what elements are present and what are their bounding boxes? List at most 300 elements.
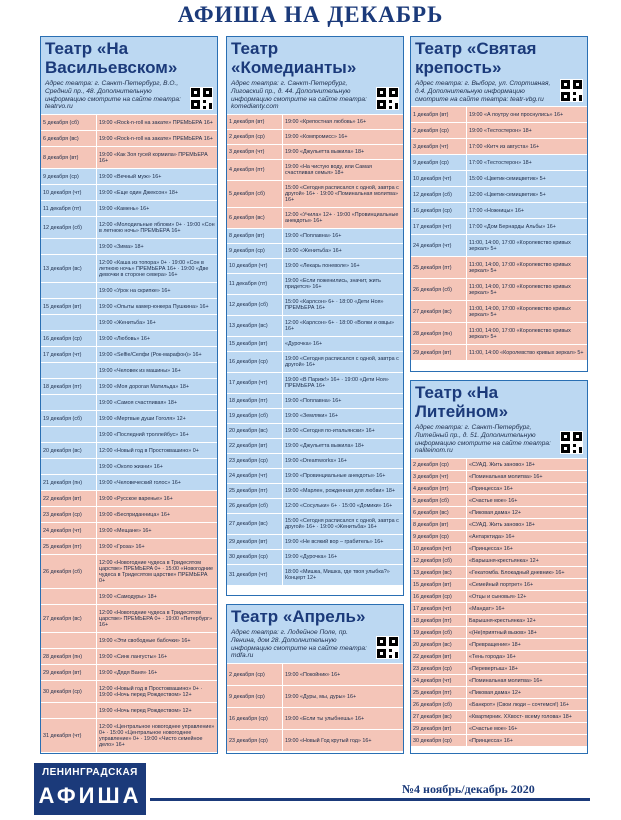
schedule-row — [41, 282, 217, 298]
schedule-event: «(Не)приятный вызов» 18+ — [469, 629, 537, 636]
schedule-date: 1 декабря (вт) — [227, 115, 283, 129]
schedule-date: 1 декабря (вт) — [411, 107, 467, 122]
schedule-row — [41, 458, 217, 474]
schedule-date: 9 декабря (ср) — [411, 155, 467, 170]
schedule-event: 12:00 «Центральное новогоднее управление» 0+ · 15:00 «Центральное новогоднее управление» 0+ · 19:00 «Чисто семейное дело» 16+ — [99, 723, 215, 748]
schedule-event: 19:00 «Лекарь поневоле» 16+ — [285, 263, 360, 270]
schedule-date: 9 декабря (ср) — [227, 244, 283, 258]
schedule-event: 19:00 «Не всякий вор – грабитель» 16+ — [285, 539, 384, 546]
schedule-date: 24 декабря (чт) — [41, 523, 97, 538]
schedule-event: 17:00 «Тестостерон» 18+ — [469, 159, 532, 166]
schedule-event: 19:00 «Покойник» 16+ — [285, 671, 341, 678]
schedule-date: 20 декабря (вс) — [411, 639, 467, 650]
theatre-name: Театр «Апрель» — [231, 607, 366, 626]
schedule-row — [227, 159, 403, 180]
schedule-event: «Пиковая дама» 12+ — [469, 689, 522, 696]
schedule-date: 12 декабря (сб) — [227, 295, 283, 315]
schedule-row — [411, 626, 587, 638]
schedule-date — [41, 589, 97, 604]
schedule-event: 19:00 «Дуры, мы, дуры» 16+ — [285, 693, 357, 700]
schedule-event: 19:00 «Последний троллейбус» 16+ — [99, 431, 189, 438]
schedule-row — [41, 664, 217, 680]
schedule-event: 11:00, 14:00, 17:00 «Королевство кривых зеркал» 5+ — [469, 305, 571, 318]
schedule-event: Барышня-крестьянка» 12+ — [469, 617, 536, 624]
schedule-row — [41, 426, 217, 442]
theatre-name: Театр «На Литейном» — [415, 383, 509, 421]
schedule-row — [227, 315, 403, 336]
schedule-event: «Поминальная молитва» 16+ — [469, 677, 543, 684]
schedule-date: 18 декабря (пт) — [41, 379, 97, 394]
schedule-row — [411, 470, 587, 482]
schedule-event: 15:00 «Сегодня расписался с одной, завтра с другой» 16+ · 19:00 «Поминальная молитва» 16+ — [285, 185, 399, 204]
schedule-date: 6 декабря (вс) — [227, 208, 283, 228]
schedule-row — [227, 549, 403, 564]
schedule-date — [41, 633, 97, 648]
qr-code-icon — [560, 79, 583, 102]
page-title: АФИША НА ДЕКАБРЬ — [177, 2, 444, 27]
schedule-event: 19:00 «Женитьба» 16+ — [99, 319, 156, 326]
schedule-event: 19:00 «Человек из машины» 16+ — [99, 367, 181, 374]
schedule-row — [411, 566, 587, 578]
schedule-row — [227, 336, 403, 351]
schedule-date — [41, 239, 97, 254]
schedule-event: 19:00 «Бесприданница» 16+ — [99, 511, 170, 518]
schedule-event: 11:00, 14:00 «Королевство кривых зеркал» 5+ — [469, 349, 584, 356]
theatre-name: Театр «Комедианты» — [231, 39, 357, 77]
schedule-date: 12 декабря (сб) — [41, 217, 97, 238]
schedule-event: «Пиковая дама» 12+ — [469, 509, 522, 516]
schedule-row — [41, 238, 217, 254]
schedule-event: 11:00, 14:00, 17:00 «Королевство кривых зеркал» 5+ — [469, 261, 571, 274]
schedule-row — [227, 180, 403, 207]
schedule-row — [411, 170, 587, 186]
schedule-row — [411, 458, 587, 470]
schedule-date: 17 декабря (чт) — [411, 603, 467, 614]
schedule-row — [41, 130, 217, 146]
schedule-date: 31 декабря (чт) — [227, 565, 283, 585]
schedule-row — [411, 710, 587, 722]
schedule-row — [41, 702, 217, 718]
schedule-date — [41, 459, 97, 474]
schedule-row — [41, 554, 217, 588]
schedule-date: 15 декабря (вт) — [411, 579, 467, 590]
schedule-row — [411, 506, 587, 518]
schedule-event: 19:00 «Любовь» 16+ — [99, 335, 150, 342]
schedule-row — [227, 729, 403, 751]
schedule-date: 2 декабря (ср) — [227, 664, 283, 685]
qr-code-icon — [560, 431, 583, 454]
schedule-event: 19:00 «Крепостная любовь» 16+ — [285, 119, 367, 126]
schedule-date: 9 декабря (ср) — [41, 169, 97, 184]
schedule-date: 3 декабря (чт) — [411, 471, 467, 482]
schedule-event: 19:00 «Дурочка» 16+ — [285, 554, 338, 561]
schedule-event: 12:00 «Карлсон» 6+ · 18:00 «Волки и овцы» 16+ — [285, 320, 395, 333]
schedule-event: 17:00 «Китч из августа» 16+ — [469, 143, 540, 150]
schedule-date: 8 декабря (вт) — [227, 229, 283, 243]
schedule-event: 19:00 «Сегодня по-итальянски» 16+ — [285, 428, 375, 435]
schedule-date: 12 декабря (сб) — [411, 555, 467, 566]
schedule-date: 11 декабря (пт) — [227, 274, 283, 294]
schedule-event: 19:00 «Человеческий голос» 16+ — [99, 479, 181, 486]
schedule-date: 17 декабря (чт) — [227, 373, 283, 393]
schedule-date: 29 декабря (вт) — [411, 345, 467, 360]
schedule-event: 12:00 «Новогодние чудеса в Тридесятом царстве» ПРЕМЬЕРА 0+ · 15:00 «Новогодние чудеса в Тридесятом царстве» ПРЕМЬЕРА 0+ — [99, 559, 214, 584]
schedule-event: 19:00 «На чистую воду, или Самая счастливая семья» 18+ — [285, 164, 372, 177]
schedule-row — [411, 590, 587, 602]
schedule-event: «Принцесса» 16+ — [469, 545, 513, 552]
schedule-date — [41, 283, 97, 298]
schedule-event: 12:00 «Каша из топора» 0+ · 19:00 «Сон в летнюю ночь» ПРЕМЬЕРА 16+ · 19:00 «Две девочки в стороне севера» 16+ — [99, 259, 209, 278]
qr-code-icon — [190, 87, 213, 110]
schedule-date: 20 декабря (вс) — [227, 424, 283, 438]
schedule-event: 11:00, 14:00, 17:00 «Королевство кривых зеркал» 5+ — [469, 239, 571, 252]
leningradskaya-afisha-logo — [34, 763, 146, 815]
schedule-date: 6 декабря (вс) — [411, 507, 467, 518]
schedule-row — [41, 330, 217, 346]
schedule-row — [411, 602, 587, 614]
schedule-date: 27 декабря (вс) — [411, 711, 467, 722]
theatre-header — [411, 37, 587, 106]
schedule-row — [411, 234, 587, 256]
schedule-date: 5 декабря (сб) — [411, 495, 467, 506]
schedule-event: 19:00 «Моя дорогая Матильда» 18+ — [99, 383, 190, 390]
schedule-event: 19:00 «Марлен, рожденная для любви» 18+ — [285, 488, 396, 495]
schedule-row — [411, 530, 587, 542]
schedule-row — [41, 490, 217, 506]
schedule-date: 9 декабря (ср) — [227, 686, 283, 707]
schedule-date: 8 декабря (вт) — [411, 519, 467, 530]
schedule-row — [411, 722, 587, 734]
schedule-event: 19:00 «Джульетта выжила» 18+ — [285, 443, 365, 450]
schedule-row — [227, 498, 403, 513]
schedule-row — [411, 554, 587, 566]
schedule-date: 2 декабря (ср) — [227, 130, 283, 144]
schedule-event: «СУАД. Жить заново» 18+ — [469, 521, 535, 528]
schedule-event: 19:00 «Rock-n-roll на закате» ПРЕМЬЕРА 16+ — [99, 135, 213, 142]
schedule-event: 19:00 «Если ты улыбнешь» 16+ — [285, 715, 365, 722]
schedule-event: «Принцесса» 16+ — [469, 737, 513, 744]
schedule-row — [41, 632, 217, 648]
schedule-date: 24 декабря (чт) — [411, 675, 467, 686]
schedule-row — [411, 578, 587, 590]
logo-bottom-text: АФИША — [38, 783, 142, 808]
schedule-row — [41, 114, 217, 130]
schedule-event: «Гекатомба. Блокадный дневник» 16+ — [469, 569, 565, 576]
schedule-event: «Отцы и сыновья» 12+ — [469, 593, 527, 600]
schedule-row — [227, 453, 403, 468]
schedule-row — [41, 604, 217, 632]
theatre-komedianty — [226, 36, 404, 596]
schedule-date: 27 декабря (вс) — [41, 605, 97, 632]
schedule-date: 29 декабря (вт) — [227, 535, 283, 549]
schedule-event: 19:00 «Если поженились, значит, жить придется» 16+ — [285, 278, 381, 291]
schedule-event: 19:00 «Зима» 18+ — [99, 243, 144, 250]
schedule-row — [41, 718, 217, 752]
schedule-event: 19:00 «Земляки» 16+ — [285, 413, 339, 420]
schedule-row — [227, 144, 403, 159]
schedule-date: 26 декабря (сб) — [41, 555, 97, 588]
schedule-event: 19:00 «Rock-n-roll на закате» ПРЕМЬЕРА 16+ — [99, 119, 213, 126]
schedule-date: 19 декабря (сб) — [41, 411, 97, 426]
schedule-row — [411, 154, 587, 170]
schedule-row — [41, 200, 217, 216]
schedule-event: 19:00 «Поплавна» 16+ — [285, 398, 342, 405]
schedule-date: 16 декабря (ср) — [227, 352, 283, 372]
schedule-event: 12:00 «Новый год в Простоквашино» 0+ · 19:00 «Ночь перед Рождеством» 12+ — [99, 685, 203, 698]
schedule-date: 31 декабря (чт) — [41, 719, 97, 752]
schedule-date: 25 декабря (пт) — [411, 687, 467, 698]
schedule-date: 24 декабря (чт) — [227, 469, 283, 483]
schedule-date: 25 декабря (пт) — [411, 257, 467, 278]
schedule-date: 23 декабря (ср) — [227, 454, 283, 468]
schedule-date: 2 декабря (ср) — [411, 123, 467, 138]
schedule-row — [41, 442, 217, 458]
schedule-event: 19:00 «Опыты камер-юнкера Пушкина» 16+ — [99, 303, 209, 310]
schedule-row — [227, 258, 403, 273]
schedule-event: 19:00 «Женитьба» 16+ — [285, 248, 342, 255]
schedule-list — [411, 458, 587, 746]
schedule-date: 23 декабря (ср) — [411, 663, 467, 674]
schedule-row — [227, 273, 403, 294]
schedule-event: 19:00 «Мещане» 16+ — [99, 527, 152, 534]
schedule-row — [411, 734, 587, 746]
schedule-event: 11:00, 14:00, 17:00 «Королевство кривых зеркал» 5+ — [469, 327, 571, 340]
schedule-date: 26 декабря (сб) — [411, 279, 467, 300]
schedule-event: «Принцесса» 16+ — [469, 485, 513, 492]
schedule-row — [411, 638, 587, 650]
schedule-event: 15:00 «Цветик-семицветик» 5+ — [469, 175, 546, 182]
schedule-list — [227, 663, 403, 751]
schedule-date: 3 декабря (чт) — [411, 139, 467, 154]
schedule-event: 19:00 «Ночь перед Рождеством» 12+ — [99, 707, 192, 714]
qr-code-icon — [376, 636, 399, 659]
schedule-date: 21 декабря (пн) — [41, 475, 97, 490]
schedule-date: 5 декабря (сб) — [227, 181, 283, 207]
schedule-event: «Дурочка» 16+ — [285, 341, 323, 348]
theatre-na-liteinom — [410, 380, 588, 754]
schedule-event: 19:00 «В Париж!» 16+ · 19:00 «Дети Ноя» ПРЕМЬЕРА 16+ — [285, 377, 389, 390]
schedule-row — [227, 685, 403, 707]
schedule-row — [411, 106, 587, 122]
schedule-date: 20 декабря (вс) — [41, 443, 97, 458]
schedule-row — [41, 146, 217, 168]
schedule-event: 17:00 «Дом Бернарды Альбы» 16+ — [469, 223, 556, 230]
schedule-event: 15:00 «Карлсон» 6+ · 18:00 «Дети Ноя» ПРЕМЬЕРА 16+ — [285, 299, 384, 312]
schedule-row — [411, 518, 587, 530]
schedule-event: 19:00 «Русское варенье» 16+ — [99, 495, 173, 502]
schedule-row — [227, 243, 403, 258]
schedule-event: 19:00 «Сегодня расписался с одной, завтра с другой» 16+ — [285, 356, 399, 369]
schedule-date: 10 декабря (чт) — [41, 185, 97, 200]
schedule-row — [41, 314, 217, 330]
schedule-event: 19:00 «Вечный муж» 16+ — [99, 173, 162, 180]
schedule-event: 19:00 «Самодуры» 18+ — [99, 593, 157, 600]
schedule-row — [411, 300, 587, 322]
schedule-date: 11 декабря (пт) — [41, 201, 97, 216]
schedule-event: «Перевертыш» 18+ — [469, 665, 518, 672]
schedule-date: 27 декабря (вс) — [227, 514, 283, 534]
schedule-date: 17 декабря (чт) — [41, 347, 97, 362]
schedule-event: 19:00 «Dreamworks» 16+ — [285, 458, 347, 465]
schedule-date: 16 декабря (ср) — [411, 203, 467, 218]
schedule-row — [227, 207, 403, 228]
schedule-date: 29 декабря (вт) — [411, 723, 467, 734]
schedule-event: 19:00 «Около жизни» 16+ — [99, 463, 163, 470]
schedule-row — [41, 378, 217, 394]
schedule-event: 17:00 «Ножницы» 16+ — [469, 207, 525, 214]
schedule-date: 22 декабря (вт) — [227, 439, 283, 453]
schedule-list — [411, 106, 587, 360]
schedule-date: 13 декабря (вс) — [41, 255, 97, 282]
schedule-event: 12:00 «Новый год в Простоквашино» 0+ — [99, 447, 199, 454]
schedule-row — [227, 408, 403, 423]
schedule-date — [41, 315, 97, 330]
schedule-row — [41, 680, 217, 702]
schedule-row — [227, 534, 403, 549]
schedule-date: 12 декабря (сб) — [411, 187, 467, 202]
theatre-header — [227, 37, 403, 114]
theatre-name: Театр «Святая крепость» — [415, 39, 537, 77]
schedule-row — [411, 278, 587, 300]
schedule-row — [227, 129, 403, 144]
schedule-event: 12:00 «Сосульки» 6+ · 15:00 «Домики» 16+ — [285, 503, 393, 510]
schedule-row — [41, 588, 217, 604]
schedule-date: 30 декабря (ср) — [227, 550, 283, 564]
schedule-date: 15 декабря (вт) — [41, 299, 97, 314]
schedule-row — [41, 394, 217, 410]
schedule-event: 19:00 «Синк лангусты» 16+ — [99, 653, 168, 660]
schedule-event: 19:00 «Поплавна» 16+ — [285, 233, 342, 240]
schedule-date: 13 декабря (вс) — [411, 567, 467, 578]
schedule-date: 18 декабря (пт) — [227, 394, 283, 408]
issue-number: №4 ноябрь/декабрь 2020 — [402, 782, 535, 796]
schedule-date: 6 декабря (вс) — [41, 131, 97, 146]
schedule-date: 19 декабря (сб) — [411, 627, 467, 638]
schedule-date: 16 декабря (ср) — [41, 331, 97, 346]
schedule-event: 19:00 «Самоя счастливая» 18+ — [99, 399, 178, 406]
schedule-date: 17 декабря (чт) — [411, 219, 467, 234]
schedule-row — [227, 513, 403, 534]
schedule-row — [41, 522, 217, 538]
schedule-date: 15 декабря (вт) — [227, 337, 283, 351]
schedule-list — [227, 114, 403, 585]
theatre-address: Адрес театра: г. Санкт-Петербург, Лиговский пр., д. 44. Дополнительную информацию смотрите на сайте театра: komedianty.com — [231, 80, 367, 111]
footer-divider — [150, 798, 590, 801]
schedule-event: 19:00 «Гроза» 16+ — [99, 543, 145, 550]
schedule-row — [227, 114, 403, 129]
schedule-row — [227, 483, 403, 498]
schedule-date: 13 декабря (вс) — [227, 316, 283, 336]
theatre-aprel — [226, 604, 404, 754]
schedule-row — [227, 372, 403, 393]
theatre-header — [41, 37, 217, 114]
schedule-row — [411, 662, 587, 674]
schedule-event: 19:00 «Тестостерон» 18+ — [469, 127, 532, 134]
schedule-event: 12:00 «Молодильные яблоки» 0+ · 19:00 «Сон в летнюю ночь» ПРЕМЬЕРА 16+ — [99, 221, 215, 234]
schedule-event: 19:00 «Новый Год крутый год» 16+ — [285, 737, 372, 744]
schedule-date: 16 декабря (ср) — [411, 591, 467, 602]
schedule-row — [227, 564, 403, 585]
schedule-event: «Поминальная молитва» 16+ — [469, 473, 543, 480]
schedule-date: 27 декабря (вс) — [411, 301, 467, 322]
schedule-date: 30 декабря (ср) — [411, 735, 467, 746]
schedule-event: 19:00 «Провинциальные анекдоты» 16+ — [285, 473, 386, 480]
schedule-date: 26 декабря (сб) — [411, 699, 467, 710]
schedule-row — [227, 663, 403, 685]
schedule-date: 4 декабря (пт) — [411, 483, 467, 494]
logo-top-text: ЛЕНИНГРАДСКАЯ — [42, 767, 138, 778]
schedule-row — [41, 506, 217, 522]
theatre-header — [411, 381, 587, 458]
schedule-date: 18 декабря (пт) — [411, 615, 467, 626]
schedule-date: 9 декабря (ср) — [411, 531, 467, 542]
schedule-event: 19:00 «Урок на скрипке» 16+ — [99, 287, 171, 294]
schedule-event: 11:00, 14:00, 17:00 «Королевство кривых зеркал» 5+ — [469, 283, 571, 296]
schedule-date — [41, 427, 97, 442]
schedule-date: 22 декабря (вт) — [411, 651, 467, 662]
schedule-event: «Барышня-крестьянка» 12+ — [469, 557, 539, 564]
schedule-row — [41, 168, 217, 184]
theatre-address: Адрес театра: г. Лодейное Поле, пр. Ленина, дом 28. Дополнительную информацию смотрите на сайте театра: mdfa.ru — [231, 629, 367, 660]
schedule-row — [411, 218, 587, 234]
schedule-row — [41, 216, 217, 238]
schedule-event: «Банкрот» (Свои люди – сочтемся!) 16+ — [469, 701, 570, 708]
schedule-date — [41, 703, 97, 718]
schedule-date: 25 декабря (пт) — [227, 484, 283, 498]
schedule-date: 10 декабря (чт) — [411, 171, 467, 186]
schedule-event: 19:00 «Камень» 16+ — [99, 205, 150, 212]
schedule-row — [227, 438, 403, 453]
schedule-event: 12:00 «Новогодние чудеса в Тридесятом царстве» ПРЕМЬЕРА 0+ · 19:00 «Петербург» 16+ — [99, 609, 213, 628]
schedule-date — [41, 363, 97, 378]
schedule-event: 19:00 «Джульетта выжила» 18+ — [285, 149, 365, 156]
schedule-row — [227, 707, 403, 729]
schedule-row — [411, 122, 587, 138]
schedule-date: 4 декабря (пт) — [227, 160, 283, 180]
schedule-row — [41, 298, 217, 314]
schedule-event: 19:00 «Как Зоя гусей кормила» ПРЕМЬЕРА 16+ — [99, 151, 208, 164]
schedule-row — [411, 542, 587, 554]
schedule-event: 19:00 «Эти свободные бабочки» 16+ — [99, 637, 191, 644]
schedule-date: 28 декабря (пн) — [41, 649, 97, 664]
schedule-date: 10 декабря (чт) — [411, 543, 467, 554]
theatre-header — [227, 605, 403, 663]
schedule-row — [411, 202, 587, 218]
schedule-date: 30 декабря (ср) — [41, 681, 97, 702]
theatre-na-vasilevskom — [40, 36, 218, 754]
schedule-event: «Квартирник. ХХвост- всему голова» 18+ — [469, 713, 572, 720]
schedule-event: «Тень города» 16+ — [469, 653, 516, 660]
schedule-event: 19:00 «А поутру они проснулись» 16+ — [469, 111, 564, 118]
schedule-date: 3 декабря (чт) — [227, 145, 283, 159]
schedule-event: 19:00 «Компромисс» 16+ — [285, 134, 348, 141]
schedule-event: 15:00 «Сегодня расписался с одной, завтра с другой» 16+ · 19:00 «Женитьба» 16+ — [285, 518, 399, 531]
schedule-row — [41, 254, 217, 282]
schedule-date: 28 декабря (пн) — [411, 323, 467, 344]
schedule-row — [41, 474, 217, 490]
schedule-date: 29 декабря (вт) — [41, 665, 97, 680]
schedule-event: 18:00 «Мишка, Мишка, где твоя улыбка?» Концерт 12+ — [285, 569, 390, 582]
theatre-address: Адрес театра: г. Выборг, ул. Спортивная, д.4. Дополнительную информацию смотрите на сайте театра: teatr-vbg.ru — [415, 80, 551, 103]
schedule-event: 19:00 «Дядя Ваня» 16+ — [99, 669, 158, 676]
schedule-date: 2 декабря (ср) — [411, 459, 467, 470]
schedule-date: 23 декабря (ср) — [41, 507, 97, 522]
schedule-row — [227, 228, 403, 243]
schedule-date: 5 декабря (сб) — [41, 115, 97, 130]
schedule-row — [411, 686, 587, 698]
schedule-row — [41, 362, 217, 378]
schedule-row — [411, 482, 587, 494]
